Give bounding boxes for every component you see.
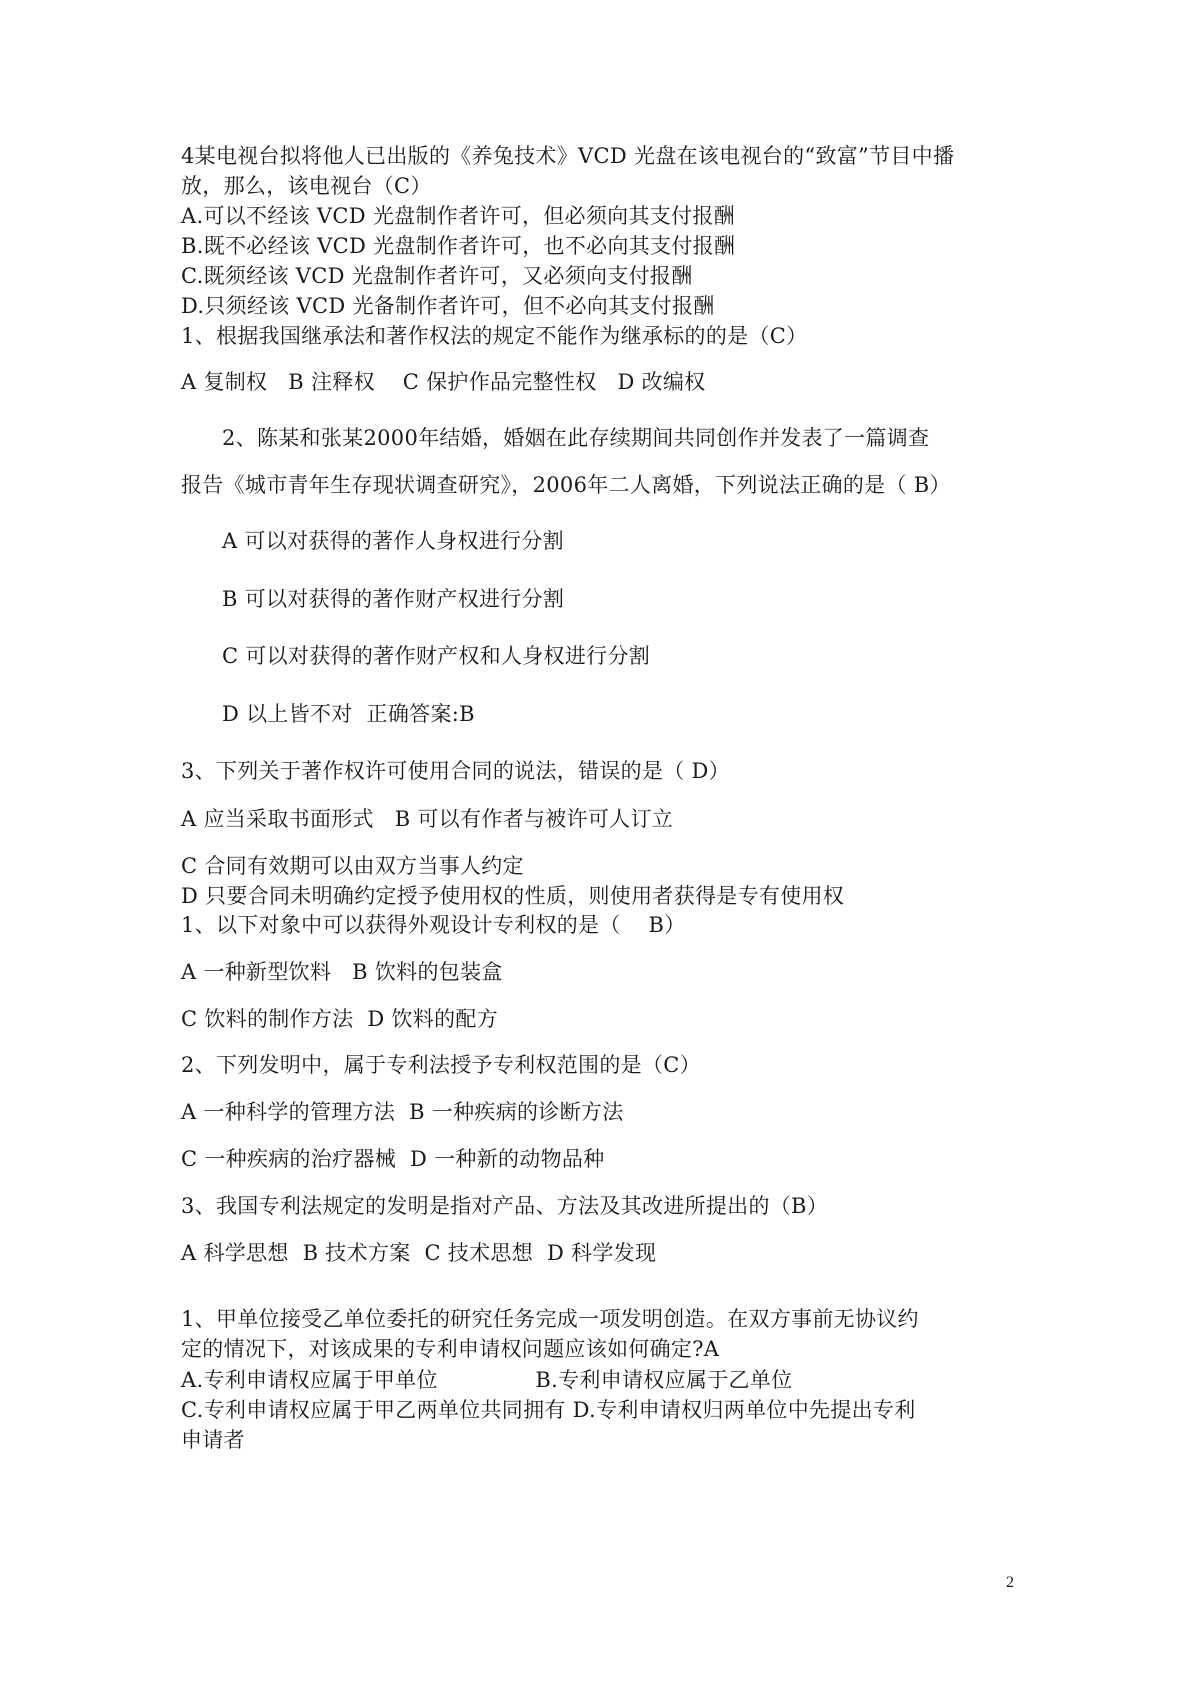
patent-question-3-options: A 科学思想 B 技术方案 C 技术思想 D 科学发现 [181, 1241, 657, 1265]
question-4-option-a: A.可以不经该 VCD 光盘制作者许可，但必须向其支付报酬 [181, 204, 735, 228]
question-2-option-b: B 可以对获得的著作财产权进行分割 [222, 587, 565, 611]
patent-question-2-options-cd: C 一种疾病的治疗器械 D 一种新的动物品种 [181, 1147, 605, 1171]
question-2-option-a: A 可以对获得的著作人身权进行分割 [222, 529, 564, 553]
application-question-options-cd: C.专利申请权应属于甲乙两单位共同拥有 D.专利申请权归两单位中先提出专利 [181, 1398, 916, 1422]
question-2-stem-line-1: 2、陈某和张某2000年结婚，婚姻在此存续期间共同创作并发表了一篇调查 [222, 426, 930, 450]
question-4-stem-line-2: 放，那么，该电视台（C） [181, 174, 432, 198]
patent-question-1-options-cd: C 饮料的制作方法 D 饮料的配方 [181, 1007, 499, 1031]
question-4-option-b: B.既不必经该 VCD 光盘制作者许可，也不必向其支付报酬 [181, 234, 736, 258]
question-4-option-c: C.既须经该 VCD 光盘制作者许可，又必须向支付报酬 [181, 264, 693, 288]
question-2-option-c: C 可以对获得的著作财产权和人身权进行分割 [222, 644, 651, 668]
patent-question-2-stem: 2、下列发明中，属于专利法授予专利权范围的是（C） [181, 1053, 701, 1077]
question-2-stem-line-2: 报告《城市青年生存现状调查研究》，2006年二人离婚，下列说法正确的是（ B） [181, 473, 951, 497]
application-question-options-ab: A.专利申请权应属于甲单位 B.专利申请权应属于乙单位 [181, 1368, 793, 1392]
question-4-option-d: D.只须经该 VCD 光备制作者许可，但不必向其支付报酬 [181, 294, 715, 318]
question-3-options-ab: A 应当采取书面形式 B 可以有作者与被许可人订立 [181, 807, 674, 831]
page-number: 2 [1006, 1574, 1014, 1591]
question-3-option-d: D 只要合同未明确约定授予使用权的性质，则使用者获得是专有使用权 [181, 884, 845, 908]
patent-question-1-stem: 1、以下对象中可以获得外观设计专利权的是（ B） [181, 913, 686, 937]
application-question-stem-line-1: 1、甲单位接受乙单位委托的研究任务完成一项发明创造。在双方事前无协议约 [181, 1307, 919, 1331]
question-3-stem: 3、下列关于著作权许可使用合同的说法，错误的是（ D） [181, 759, 730, 783]
question-4-stem-line-1: 4某电视台拟将他人已出版的《养兔技术》VCD 光盘在该电视台的“致富”节目中播 [181, 144, 955, 168]
patent-question-1-options-ab: A 一种新型饮料 B 饮料的包装盒 [181, 960, 503, 984]
patent-question-3-stem: 3、我国专利法规定的发明是指对产品、方法及其改进所提出的（B） [181, 1194, 829, 1218]
question-3-option-c: C 合同有效期可以由双方当事人约定 [181, 854, 524, 878]
application-question-stem-line-2: 定的情况下，对该成果的专利申请权问题应该如何确定?A [181, 1337, 720, 1361]
application-question-option-d-continued: 申请者 [181, 1428, 245, 1452]
question-1-options: A 复制权 B 注释权 C 保护作品完整性权 D 改编权 [181, 370, 706, 394]
question-1-stem: 1、根据我国继承法和著作权法的规定不能作为继承标的的是（C） [181, 324, 808, 348]
question-2-option-d: D 以上皆不对 正确答案:B [222, 702, 475, 726]
patent-question-2-options-ab: A 一种科学的管理方法 B 一种疾病的诊断方法 [181, 1100, 624, 1124]
